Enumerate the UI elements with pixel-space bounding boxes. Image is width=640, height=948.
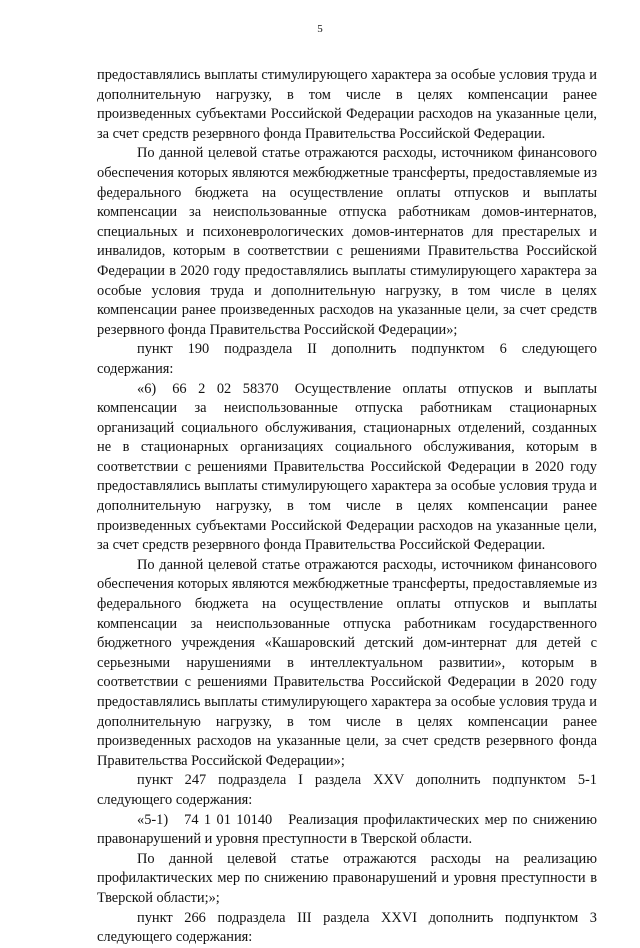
code-entry-text: Осуществление оплаты отпусков и выплаты компенсации за неиспользованные отпуска работникам стационарных организаций социального обслуживания, стационарных отделений, созданных не в стационарных организациях социального обслуживания, которым в соответствии с решениями Правительства Российской Федерации в 2020 году предоставлялись выплаты стимулирующего характера за особые условия труда и дополнительную нагрузку, в том числе в целях компенсации ранее произведенных субъектами Российской Федерации расходов на указанные цели, за счет средств резервного фонда Правительства Российской Федерации. <box>97 380 597 554</box>
paragraph-code-entry-6 <box>97 380 597 556</box>
paragraph-target-article-description-2: По данной целевой статье отражаются расходы, источником финансового обеспечения которых являются межбюджетные трансферты, предоставляемые из федерального бюджета на осуществление оплаты отпусков и выплаты компенсации за неиспользованные отпуска работникам государственного бюджетного учреждения «Кашаровский детский дом-интернат для детей с серьезными нарушениями в интеллектуальном развитии», которым в соответствии с решениями Правительства Российской Федерации в 2020 году предоставлялись выплаты стимулирующего характера за особые условия труда и дополнительную нагрузку, в том числе в целях компенсации ранее произведенных расходов на указанные цели, за счет средств резервного фонда Правительства Российской Федерации»; <box>97 556 597 769</box>
code-prefix: «6) <box>137 380 157 397</box>
paragraph-continuation: предоставлялись выплаты стимулирующего характера за особые условия труда и дополнительную нагрузку, в том числе в целях компенсации ранее произведенных субъектами Российской Федерации расходов на указанные цели, за счет средств резервного фонда Правительства Российской Федерации. <box>97 67 597 142</box>
code-prefix: «5-1) <box>137 811 169 828</box>
paragraph-amendment-190: пункт 190 подраздела II дополнить подпунктом 6 следующего содержания: <box>97 341 597 377</box>
document-body <box>97 66 597 948</box>
budget-code: 66 2 02 58370 <box>172 380 279 397</box>
paragraph-amendment-247: пункт 247 подраздела I раздела XXV дополнить подпунктом 5-1 следующего содержания: <box>97 772 597 808</box>
page-number: 5 <box>317 23 323 35</box>
budget-code: 74 1 01 10140 <box>184 811 273 828</box>
code-entry-text: Реализация профилактических мер по снижению правонарушений и уровня преступности в Тверской области. <box>97 811 598 848</box>
paragraph-code-entry-5-1 <box>97 811 597 850</box>
paragraph-target-article-description: По данной целевой статье отражаются расходы, источником финансового обеспечения которых являются межбюджетные трансферты, предоставляемые из федерального бюджета на осуществление оплаты отпусков и выплаты компенсации за неиспользованные отпуска работникам домов-интернатов, специальных и психоневрологических домов-интернатов для престарелых и инвалидов, которым в соответствии с решениями Правительства Российской Федерации в 2020 году предоставлялись выплаты стимулирующего характера за особые условия труда и дополнительную нагрузку, в том числе в целях компенсации ранее произведенных расходов на указанные цели, за счет средств резервного фонда Правительства Российской Федерации»; <box>97 145 597 338</box>
paragraph-target-article-description-3: По данной целевой статье отражаются расходы на реализацию профилактических мер по снижению правонарушений и уровня преступности в Тверской области;»; <box>97 850 597 906</box>
paragraph-amendment-266: пункт 266 подраздела III раздела XXVI дополнить подпунктом 3 следующего содержания: <box>97 909 597 946</box>
